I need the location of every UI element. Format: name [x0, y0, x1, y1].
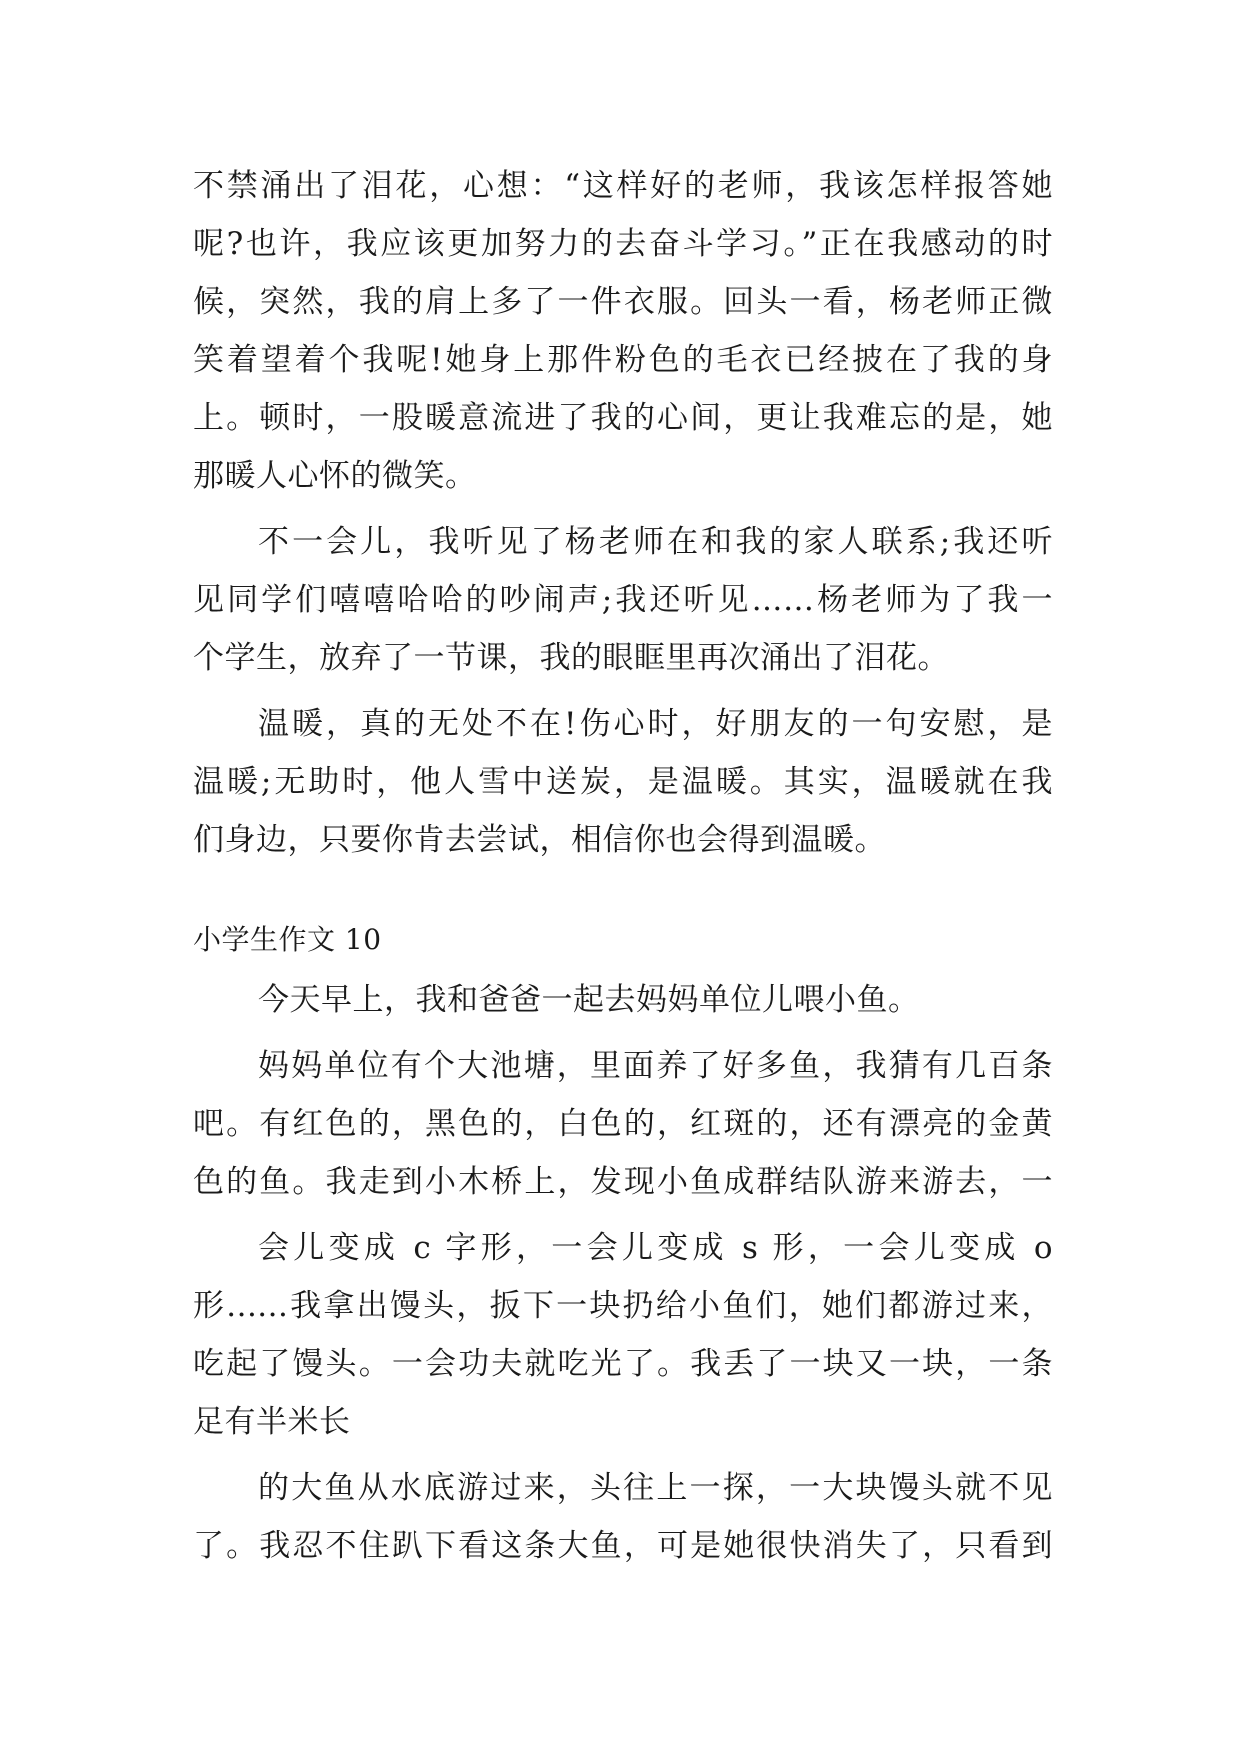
text-line: 吧。有红色的，黑色的，白色的，红斑的，还有漂亮的金黄	[193, 1106, 1053, 1142]
text-line: 上。顿时，一股暖意流进了我的心间，更让我难忘的是，她	[193, 400, 1053, 436]
paragraph-first-line: 妈妈单位有个大池塘，里面养了好多鱼，我猜有几百条	[258, 1048, 1053, 1084]
text-line: 了。我忍不住趴下看这条大鱼，可是她很快消失了，只看到	[193, 1528, 1053, 1564]
paragraph-first-line: 的大鱼从水底游过来，头往上一探，一大块馒头就不见	[258, 1470, 1053, 1506]
paragraph-first-line: 会儿变成 c 字形，一会儿变成 s 形，一会儿变成 o	[258, 1230, 1053, 1266]
text-line: 不禁涌出了泪花，心想：“这样好的老师，我该怎样报答她	[193, 168, 1053, 204]
text-line: 那暖人心怀的微笑。	[193, 458, 477, 494]
text-line: 温暖;无助时，他人雪中送炭，是温暖。其实，温暖就在我	[193, 764, 1053, 800]
text-line: 形......我拿出馒头，扳下一块扔给小鱼们，她们都游过来，	[193, 1288, 1053, 1324]
text-line: 个学生，放弃了一节课，我的眼眶里再次涌出了泪花。	[193, 640, 949, 676]
text-line: 足有半米长	[193, 1404, 351, 1440]
paragraph-first-line: 今天早上，我和爸爸一起去妈妈单位儿喂小鱼。	[258, 982, 920, 1018]
text-line: 色的鱼。我走到小木桥上，发现小鱼成群结队游来游去，一	[193, 1164, 1053, 1200]
text-line: 吃起了馒头。一会功夫就吃光了。我丢了一块又一块，一条	[193, 1346, 1053, 1382]
paragraph-first-line: 不一会儿，我听见了杨老师在和我的家人联系;我还听	[258, 524, 1053, 560]
text-line: 笑着望着个我呢!她身上那件粉色的毛衣已经披在了我的身	[193, 342, 1053, 378]
text-line: 见同学们嘻嘻哈哈的吵闹声;我还听见……杨老师为了我一	[193, 582, 1053, 618]
essay-title: 小学生作文 10	[193, 923, 382, 956]
text-line: 们身边，只要你肯去尝试，相信你也会得到温暖。	[193, 822, 886, 858]
paragraph-first-line: 温暖，真的无处不在!伤心时，好朋友的一句安慰，是	[258, 706, 1053, 742]
text-line: 候，突然，我的肩上多了一件衣服。回头一看，杨老师正微	[193, 284, 1053, 320]
text-line: 呢?也许，我应该更加努力的去奋斗学习。”正在我感动的时	[193, 226, 1053, 262]
